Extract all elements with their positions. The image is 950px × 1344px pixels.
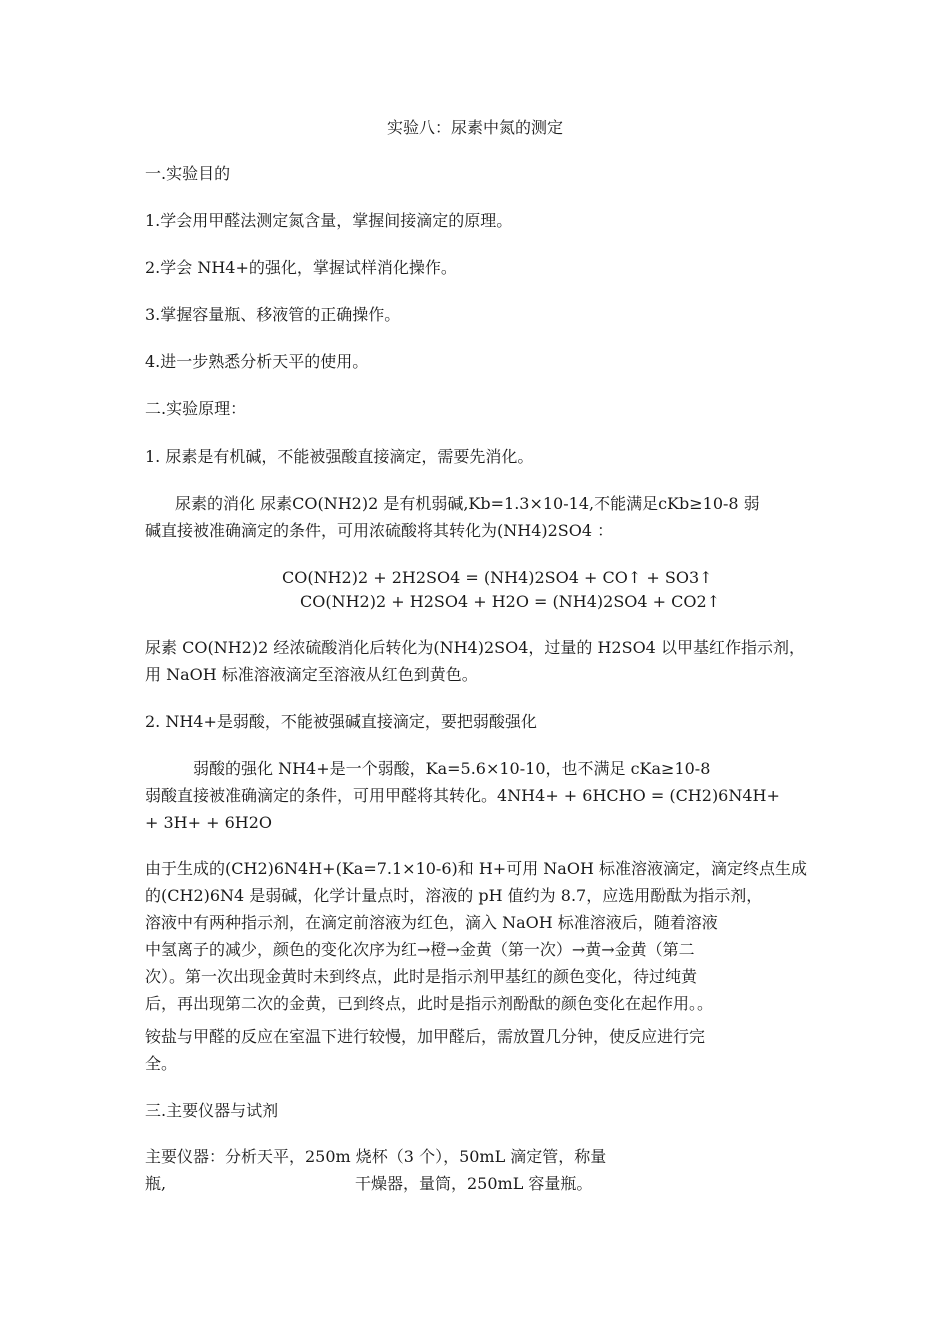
purpose-item-3: 3.掌握容量瓶、移液管的正确操作。 (145, 305, 401, 324)
reaction-equation-1: CO(NH2)2 + 2H2SO4 = (NH4)2SO4 + CO↑ + SO3↑ (282, 568, 713, 587)
principle-point-2: 2. NH4+是弱酸，不能被强碱直接滴定，要把弱酸强化 (145, 712, 537, 731)
indicator-paragraph-line-1: 由于生成的(CH2)6N4H+(Ka=7.1×10-6)和 H+可用 NaOH 标准溶液滴定，滴定终点生成 (145, 859, 807, 878)
purpose-item-4: 4.进一步熟悉分析天平的使用。 (145, 352, 369, 371)
digestion-paragraph-line-1: 尿素的消化 尿素CO(NH2)2 是有机弱碱,Kb=1.3×10-14,不能满足cKb≥10-8 弱 (175, 494, 760, 513)
strengthening-paragraph-line-1: 弱酸的强化 NH4+是一个弱酸，Ka=5.6×10-10，也不满足 cKa≥10-8 (193, 759, 711, 778)
titration-paragraph-line-1: 尿素 CO(NH2)2 经浓硫酸消化后转化为(NH4)2SO4，过量的 H2SO4 以甲基红作指示剂， (145, 638, 805, 657)
page-title: 实验八：尿素中氮的测定 (386, 118, 563, 137)
section-heading-instruments: 三.主要仪器与试剂 (145, 1101, 279, 1120)
instruments-line-2b: 干燥器，量筒，250mL 容量瓶。 (355, 1174, 593, 1193)
reaction-rate-line-2: 全。 (145, 1054, 178, 1073)
digestion-paragraph-line-2: 碱直接被准确滴定的条件，可用浓硫酸将其转化为(NH4)2SO4 ： (145, 521, 614, 540)
instruments-line-1: 主要仪器：分析天平，250m 烧杯（3 个），50mL 滴定管，称量 (145, 1147, 607, 1166)
strengthening-paragraph-line-2: 弱酸直接被准确滴定的条件，可用甲醛将其转化。4NH4+ + 6HCHO = (CH2)6N4H+ (145, 786, 780, 805)
principle-point-1: 1. 尿素是有机碱，不能被强酸直接滴定，需要先消化。 (145, 447, 534, 466)
indicator-paragraph-line-5: 次）。第一次出现金黄时未到终点，此时是指示剂甲基红的颜色变化，待过纯黄 (145, 967, 698, 986)
titration-paragraph-line-2: 用 NaOH 标准溶液滴定至溶液从红色到黄色。 (145, 665, 478, 684)
indicator-paragraph-line-4: 中氢离子的减少，颜色的变化次序为红→橙→金黄（第一次）→黄→金黄（第二 (145, 940, 695, 959)
instruments-line-2a: 瓶, (145, 1174, 167, 1193)
reaction-rate-line-1: 铵盐与甲醛的反应在室温下进行较慢，加甲醛后，需放置几分钟，使反应进行完 (145, 1027, 706, 1046)
indicator-paragraph-line-6: 后，再出现第二次的金黄，已到终点，此时是指示剂酚酞的颜色变化在起作用。。 (145, 994, 714, 1013)
reaction-equation-2: CO(NH2)2 + H2SO4 + H2O = (NH4)2SO4 + CO2↑ (300, 592, 721, 611)
strengthening-paragraph-line-3: + 3H+ + 6H2O (145, 813, 273, 832)
indicator-paragraph-line-2: 的(CH2)6N4 是弱碱，化学计量点时，溶液的 pH 值约为 8.7，应选用酚酞为指示剂， (145, 886, 763, 905)
section-heading-principle: 二.实验原理： (145, 399, 247, 418)
purpose-item-1: 1.学会用甲醛法测定氮含量，掌握间接滴定的原理。 (145, 211, 513, 230)
purpose-item-2: 2.学会 NH4+的强化，掌握试样消化操作。 (145, 258, 457, 277)
indicator-paragraph-line-3: 溶液中有两种指示剂，在滴定前溶液为红色，滴入 NaOH 标准溶液后，随着溶液 (145, 913, 718, 932)
section-heading-purpose: 一.实验目的 (145, 164, 231, 183)
